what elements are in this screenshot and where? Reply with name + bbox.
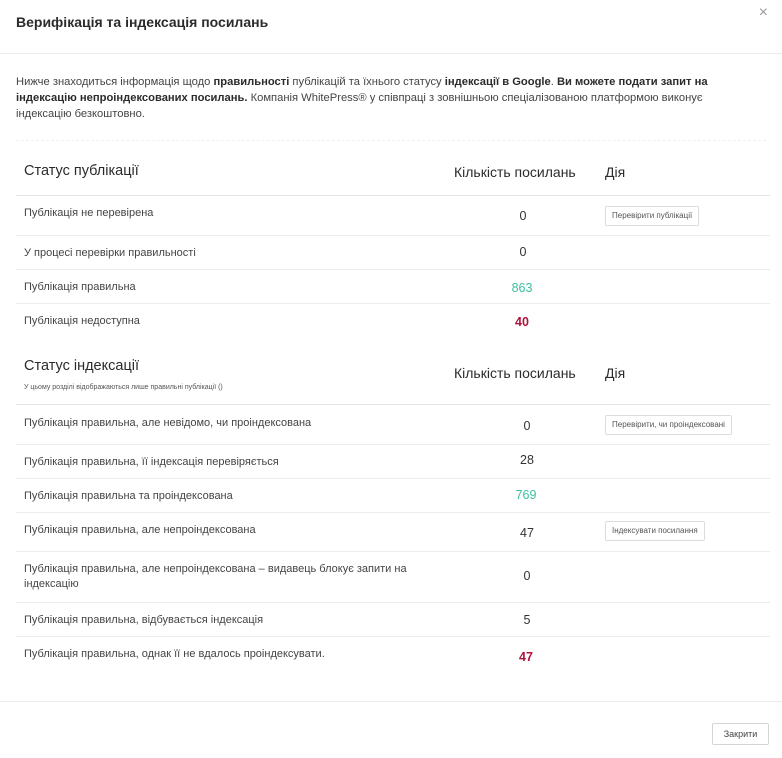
intro-bold-correctness: правильності xyxy=(213,76,290,88)
publication-status-title: Статус публікації xyxy=(24,163,139,179)
table-row xyxy=(16,270,770,304)
indexation-status-title: Статус індексації xyxy=(24,358,139,374)
action-column-header: Дія xyxy=(605,164,626,180)
intro-text xyxy=(16,74,756,122)
row-count: 28 xyxy=(520,453,534,467)
close-icon[interactable]: × xyxy=(758,4,768,21)
footer-divider xyxy=(0,701,782,702)
row-count: 0 xyxy=(519,209,527,223)
modal-header xyxy=(0,0,782,54)
intro-bold-indexation: індексації в Google xyxy=(444,76,551,88)
table-row xyxy=(16,196,770,236)
row-label: Публікація правильна та проіндексована xyxy=(24,490,233,502)
row-count: 5 xyxy=(523,613,531,627)
row-label: Публікація правильна, відбувається індексація xyxy=(24,614,264,626)
row-label: У процесі перевірки правильності xyxy=(24,247,196,259)
action-column-header: Дія xyxy=(605,365,626,381)
count-column-header: Кількість посилань xyxy=(454,365,576,381)
close-button[interactable]: Закрити xyxy=(712,723,769,745)
intro-text-part: публікацій та їхнього статусу xyxy=(289,76,445,88)
divider xyxy=(16,140,766,141)
table-row xyxy=(16,304,770,338)
table-row xyxy=(16,552,770,603)
table-row xyxy=(16,603,770,637)
intro-bold-request: Ви можете подати запит на індексацію непроіндексованих посилань. xyxy=(16,76,708,104)
index-links-button[interactable]: Індексувати посилання xyxy=(605,521,705,541)
table-row xyxy=(16,479,770,513)
table-row xyxy=(16,236,770,270)
modal-title: Верифікація та індексація посилань xyxy=(16,14,269,30)
check-indexed-button[interactable]: Перевірити, чи проіндексовані xyxy=(605,415,732,435)
row-count: 47 xyxy=(520,526,534,540)
table-row xyxy=(16,405,770,445)
row-label: Публікація недоступна xyxy=(24,315,140,327)
intro-text-part: Нижче знаходиться інформація щодо xyxy=(16,76,214,88)
count-column-header: Кількість посилань xyxy=(454,164,576,180)
row-count: 40 xyxy=(515,315,529,329)
row-count: 0 xyxy=(523,419,531,433)
row-count: 863 xyxy=(511,281,533,295)
row-count: 47 xyxy=(519,650,533,664)
row-label: Публікація правильна xyxy=(24,281,136,293)
row-label: Публікація правильна, її індексація перевіряється xyxy=(24,456,279,468)
indexation-status-header xyxy=(16,352,770,405)
row-count: 769 xyxy=(515,488,537,502)
check-publications-button[interactable]: Перевірити публікації xyxy=(605,206,699,226)
row-label: Публікація правильна, але непроіндексована xyxy=(24,524,256,536)
table-row xyxy=(16,513,770,552)
publication-status-header xyxy=(16,152,770,196)
intro-text-part: Компанія WhitePress® у співпраці з зовнішньою спеціалізованою платформою виконує індексацію безкоштовно. xyxy=(16,92,703,120)
row-label: Публікація не перевірена xyxy=(24,207,154,219)
intro-text-part: . xyxy=(550,76,557,88)
indexation-status-subtitle: У цьому розділі відображаються лише правильні публікації () xyxy=(24,384,223,391)
table-row xyxy=(16,445,770,479)
row-label: Публікація правильна, але непроіндексована – видавець блокує запити на індексацію xyxy=(24,563,407,590)
row-label: Публікація правильна, але невідомо, чи проіндексована xyxy=(24,417,312,429)
row-count: 0 xyxy=(519,245,527,259)
table-row xyxy=(16,637,770,677)
row-label: Публікація правильна, однак її не вдалось проіндексувати. xyxy=(24,648,325,660)
row-count: 0 xyxy=(523,569,531,583)
